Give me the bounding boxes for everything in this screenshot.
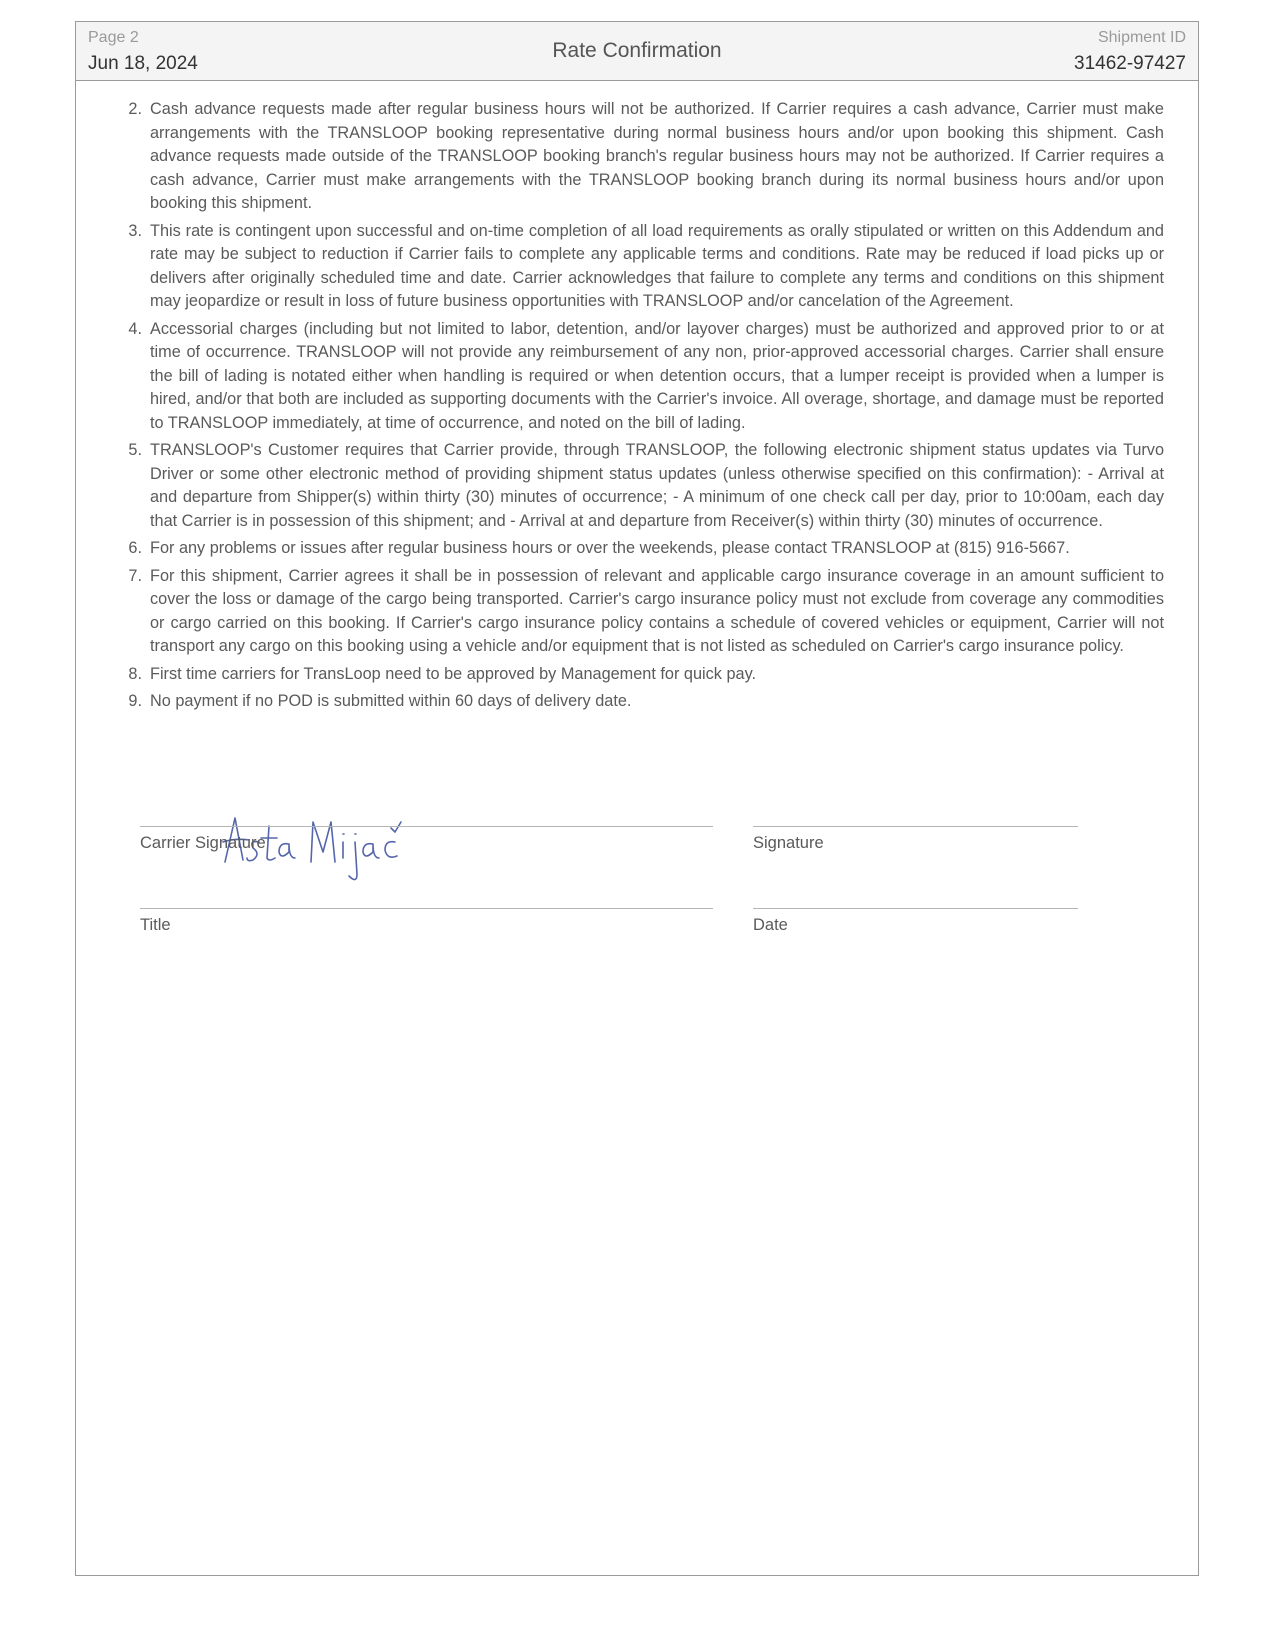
signature-stroke xyxy=(363,844,379,858)
date-label: Date xyxy=(753,916,788,934)
term-item xyxy=(124,220,1164,314)
term-item xyxy=(124,565,1164,659)
term-number: 6. xyxy=(128,539,142,557)
document-date: Jun 18, 2024 xyxy=(88,53,198,74)
signature-stroke xyxy=(391,822,401,832)
term-item xyxy=(124,318,1164,436)
term-text: No payment if no POD is submitted within 60 days of delivery date. xyxy=(150,692,632,710)
document-title: Rate Confirmation xyxy=(552,39,722,62)
term-number: 3. xyxy=(128,221,142,240)
date-line[interactable] xyxy=(753,908,1078,909)
term-text: Cash advance requests made after regular business hours will not be authorized. If Carrier requires a cash advance, Carrier must make arrangements with the TRANSLOOP booking representative during normal business hours and/or upon booking this shipment. Cash advance requests made outside of the TRANSLOOP booking branch's regular business hours may not be authorized. If Carrier requires a cash advance, Carrier must make arrangements with the TRANSLOOP booking branch during its normal business hours and/or upon booking this shipment. xyxy=(150,100,1164,212)
term-number: 2. xyxy=(128,100,142,118)
page-frame xyxy=(75,21,1199,1576)
signature-stroke xyxy=(267,826,275,860)
term-item xyxy=(124,98,1164,216)
term-text: TRANSLOOP's Customer requires that Carrier provide, through TRANSLOOP, the following electronic shipment status updates via Turvo Driver or some other electronic method of providing shipment status updates (unless otherwise specified on this confirmation): - Arrival at and departure from Shipper(s) within thirty (30) minutes of occurrence; - A minimum of one check call per day, prior to 10:00am, each day that Carrier is in possession of this shipment; and - Arrival at and departure from Receiver(s) within thirty (30) minutes of occurrence. xyxy=(150,441,1164,530)
signature-stroke xyxy=(279,844,295,858)
term-text: Accessorial charges (including but not limited to labor, detention, and/or layover charges) must be authorized and approved prior to or at time of occurrence. TRANSLOOP will not provide any reimbursement of any non, prior-approved accessorial charges. Carrier shall ensure the bill of lading is notated either when handling is required or when detention occurs, that a lumper receipt is provided when a lumper is hired, and/or that both are included as supporting documents with the Carrier's invoice. All overage, shortage, and damage must be reported to TRANSLOOP immediately, at time of occurrence, and noted on the bill of lading. xyxy=(150,319,1164,432)
shipment-id-value: 31462-97427 xyxy=(1074,53,1186,74)
page-header xyxy=(76,22,1198,81)
term-item xyxy=(124,537,1164,561)
shipment-id-label: Shipment ID xyxy=(1097,29,1186,46)
term-text: This rate is contingent upon successful and on-time completion of all load requirements as orally stipulated or written on this Addendum and rate may be subject to reduction if Carrier fails to complete any applicable terms and conditions. Rate may be reduced if load picks up or delivers after originally scheduled time and date. Carrier acknowledges that failure to complete any terms and conditions on this shipment may jeopardize or result in loss of future business opportunities with TRANSLOOP and/or cancelation of the Agreement. xyxy=(150,221,1164,310)
term-text: For any problems or issues after regular business hours or over the weekends, please contact TRANSLOOP at (815) 916-5667. xyxy=(150,539,1070,557)
signature-line[interactable] xyxy=(753,826,1078,827)
term-number: 4. xyxy=(128,319,142,338)
carrier-signature-label: Carrier Signature xyxy=(140,834,266,852)
terms-list xyxy=(124,98,1164,718)
term-number: 7. xyxy=(128,566,142,585)
term-item xyxy=(124,663,1164,687)
title-label: Title xyxy=(140,916,171,934)
signature-stroke xyxy=(385,842,397,857)
title-line[interactable] xyxy=(140,908,713,909)
term-text: First time carriers for TransLoop need to be approved by Management for quick pay. xyxy=(150,664,757,683)
signature-stroke xyxy=(311,822,335,862)
term-number: 8. xyxy=(128,664,142,683)
signature-label: Signature xyxy=(753,834,824,852)
term-text: For this shipment, Carrier agrees it shall be in possession of relevant and applicable cargo insurance coverage in an amount sufficient to cover the loss or damage of the cargo being transported. Carrier's cargo insurance policy must not exclude from coverage any commodities or cargo carried on this booking. If Carrier's cargo insurance policy contains a schedule of covered vehicles or equipment, Carrier will not transport any cargo on this booking using a vehicle and/or equipment that is not listed as scheduled on Carrier's cargo insurance policy. xyxy=(150,566,1164,655)
page-number: Page 2 xyxy=(88,29,139,46)
carrier-signature-line[interactable] xyxy=(140,826,713,827)
term-item xyxy=(124,690,1164,714)
term-number: 9. xyxy=(128,692,142,710)
signature-stroke xyxy=(349,842,357,880)
term-item xyxy=(124,439,1164,533)
term-number: 5. xyxy=(128,441,142,459)
